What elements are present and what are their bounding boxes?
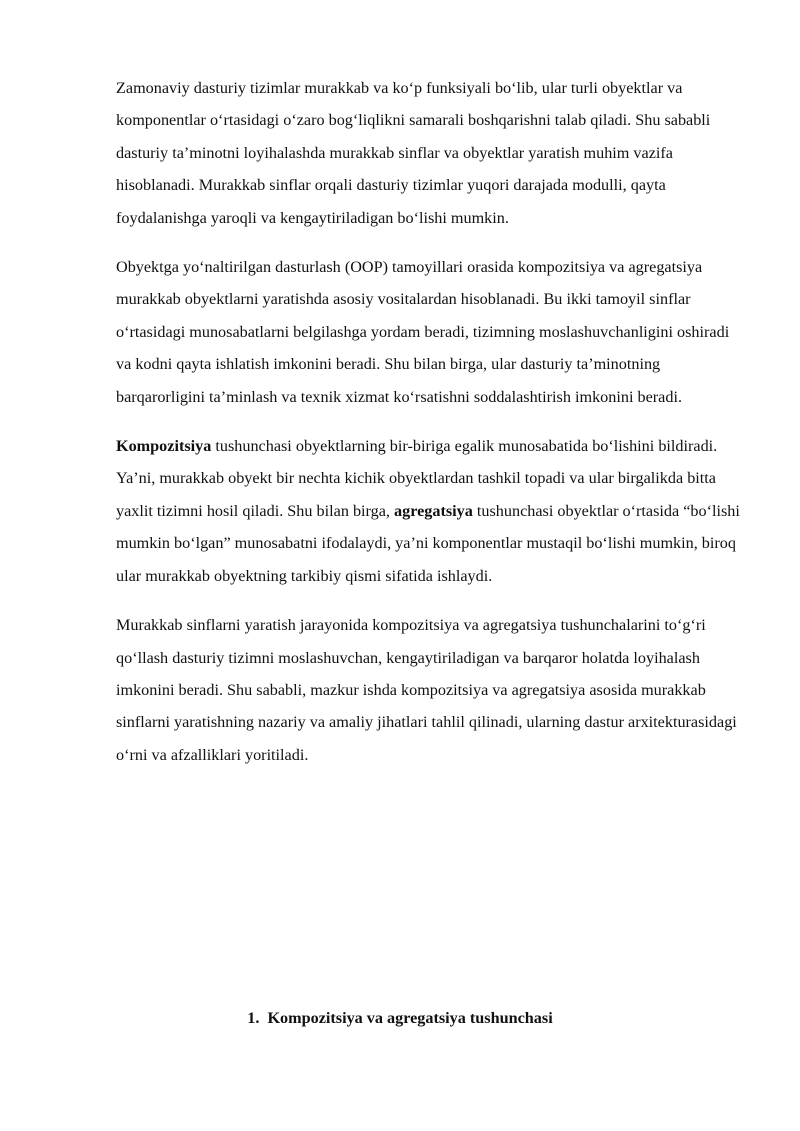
paragraph-definitions [116,430,742,592]
document-body [116,72,742,788]
section-heading [0,1002,800,1034]
definition-text-2: tushunchasi obyektlar o‘rtasida “bo‘lishi mumkin bo‘lgan” munosabatni ifodalaydi, ya’ni komponentlar mustaqil bo‘lishi mumkin, biroq ular murakkab obyektning tarkibiy qismi sifatida ishlaydi. [116,501,740,585]
paragraph-intro: Zamonaviy dasturiy tizimlar murakkab va ko‘p funksiyali bo‘lib, ular turli obyektlar va komponentlar o‘rtasidagi o‘zaro bog‘liqlikni samarali boshqarishni talab qiladi. Shu sababli dasturiy ta’minotni loyihalashda murakkab sinflar va obyektlar yaratish muhim vazifa hisoblanadi. Murakkab sinflar orqali dasturiy tizimlar yuqori darajada modulli, qayta foydalanishga yaroqli va kengaytiriladigan bo‘lishi mumkin. [116,79,711,227]
section-title: Kompozitsiya va agregatsiya tushunchasi [267,1009,553,1027]
definition-text-1: tushunchasi obyektlarning bir-biriga egalik munosabatida bo‘lishini bildiradi. Ya’ni, murakkab obyekt bir nechta kichik obyektlardan tashkil topadi va ular birgalikda bitta yaxlit tizimni hosil qiladi. Shu bilan birga, [116,437,718,520]
section-number: 1. [247,1009,260,1027]
term-kompozitsiya: Kompozitsiya [116,437,212,456]
paragraph-conclusion: Murakkab sinflarni yaratish jarayonida kompozitsiya va agregatsiya tushunchalarini to‘g‘ri qo‘llash dasturiy tizimni moslashuvchan, kengaytiriladigan va barqaror holatda loyihalash imkonini beradi. Shu sababli, mazkur ishda kompozitsiya va agregatsiya asosida murakkab sinflarni yaratishning nazariy va amaliy jihatlari tahlil qilinadi, ularning dastur arxitekturasidagi o‘rni va afzalliklari yoritiladi. [116,616,737,764]
paragraph-oop-principles: Obyektga yo‘naltirilgan dasturlash (OOP) tamoyillari orasida kompozitsiya va agregatsiya murakkab obyektlarni yaratishda asosiy vositalardan hisoblanadi. Bu ikki tamoyil sinflar o‘rtasidagi munosabatlarni belgilashga yordam beradi, tizimning moslashuvchanligini oshiradi va kodni qayta ishlatish imkonini beradi. Shu bilan birga, ular dasturiy ta’minotning barqarorligini ta’minlash va texnik xizmat ko‘rsatishni soddalashtirish imkonini beradi. [116,258,730,406]
term-agregatsiya: agregatsiya [394,501,473,520]
